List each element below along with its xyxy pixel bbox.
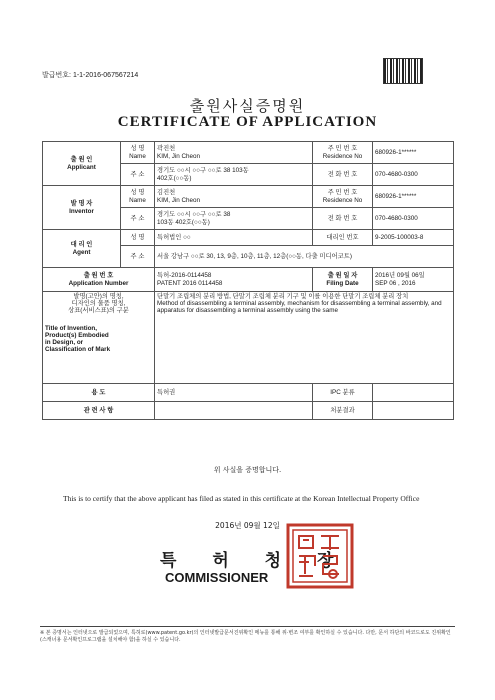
barcode [383,58,423,84]
inventor-name: 김진천 KIM, Jin Cheon [155,186,313,208]
agent-label: 대 리 인 Agent [43,230,121,268]
office-name: 특 허 청 장 [160,551,349,571]
inventor-address: 경기도 ○○시 ○○구 ○○로 38 103동 402호(○○동) [155,208,313,230]
agent-address-label: 주 소 [121,246,155,268]
inventor-id-label: 주 민 번 호 Residence No [313,186,373,208]
inventor-phone-label: 전 화 번 호 [313,208,373,230]
agent-name-label: 성 명 [121,230,155,246]
agent-address: 서울 강남구 ○○로 30, 13, 9층, 10층, 11층, 12층(○○동, 다출 미디어코트) [155,246,454,268]
related-value [155,402,313,420]
applicant-id: 680926-1****** [373,142,454,164]
applicant-address: 경기도 ○○시 ○○구 ○○로 38 103동 402호(○○동) [155,164,313,186]
certify-korean: 위 사실을 증명합니다. [213,466,282,474]
use-label: 용 도 [43,384,155,402]
filing-date-label: 출 원 일 자 Filing Date [313,268,373,292]
status-label: 처분결과 [313,402,373,420]
application-number: 특허-2016-0114458 PATENT 2016 0114458 [155,268,313,292]
title-korean: 출원사실증명원 [189,97,306,115]
title-english: CERTIFICATE OF APPLICATION [117,114,378,130]
agent-name: 특허법인 ○○ [155,230,313,246]
application-table [42,141,454,420]
applicant-id-label: 주 민 번 호 Residence No [313,142,373,164]
applicant-phone-label: 전 화 번 호 [313,164,373,186]
agent-number: 9-2005-100003-8 [373,230,454,246]
issue-date: 2016년 09월 12일 [215,521,280,530]
ipc-label: IPC 분류 [313,384,373,402]
footer-divider [40,626,455,627]
agent-number-label: 대리인 번호 [313,230,373,246]
related-label: 관 련 사 항 [43,402,155,420]
title-of-invention: 단말기 조립체의 분리 방법, 단말기 조립체 분리 기구 및 이를 이용한 단말기 조립체 분리 장치 Method of disassembling a terminal assembly, mechanism for disassembling a terminal assembly, and apparatus for disassembling a terminal assembly using the same [155,292,454,384]
status-value [373,402,454,420]
inventor-id: 680926-1****** [373,186,454,208]
inventor-address-label: 주 소 [121,208,155,230]
applicant-phone: 070-4680-0300 [373,164,454,186]
use-value: 특허권 [155,384,313,402]
title-label: 발명(고안)의 명칭, 디자인의 물품 명칭, 상표(서비스표)의 구분 Title of Invention, Product(s) Embodied in Design, or Classification of Mark [43,292,155,384]
official-seal-icon [285,522,355,590]
footer-note: ※ 본 증명서는 인터넷으로 발급되었으며, 특허로(www.patent.go.kr)의 인터넷발급문서진위확인 메뉴를 통해 위·변조 여부를 확인하실 수 있습니다. 다만, 문서 하단의 바코드로도 진위확인(스캐너용 문서확인프로그램을 설치해야 함)을 하실 수 있습니다. [40,630,451,643]
commissioner-label: COMMISSIONER [165,570,269,585]
certify-english: This is to certify that the above applicant has filed as stated in this certificate at the Korean Intellectual Property Office [63,494,420,503]
inventor-label: 발 명 자 Inventor [43,186,121,230]
applicant-address-label: 주 소 [121,164,155,186]
application-number-label: 출 원 번 호 Application Number [43,268,155,292]
applicant-name: 곽진천 KIM, Jin Cheon [155,142,313,164]
applicant-label: 출 원 인 Applicant [43,142,121,186]
inventor-phone: 070-4680-0300 [373,208,454,230]
ipc-value [373,384,454,402]
inventor-name-label: 성 명 Name [121,186,155,208]
issue-number: 발급번호: 1-1-2016-067567214 [42,72,139,79]
applicant-name-label: 성 명 Name [121,142,155,164]
filing-date: 2016년 09월 06일 SEP 06 , 2016 [373,268,454,292]
